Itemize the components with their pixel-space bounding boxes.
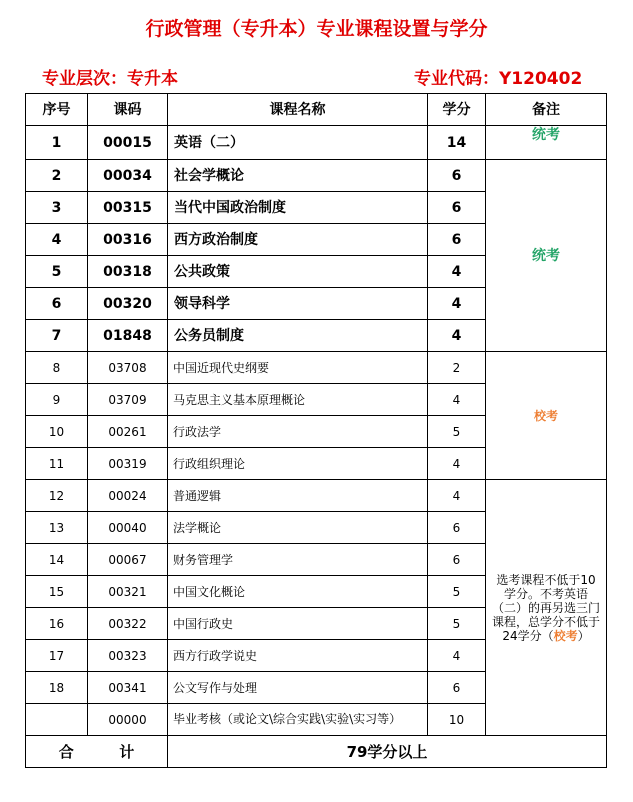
cell-code: 03709: [88, 384, 168, 416]
cell-name: 领导科学: [168, 288, 428, 320]
cell-credit: 4: [428, 288, 486, 320]
cell-credit: 6: [428, 224, 486, 256]
note-elective-end: ）: [577, 628, 590, 643]
cell-credit: 4: [428, 640, 486, 672]
cell-credit: 6: [428, 512, 486, 544]
header-code: 课码: [88, 94, 168, 126]
cell-no: 11: [26, 448, 88, 480]
cell-no: 17: [26, 640, 88, 672]
cell-code: 00024: [88, 480, 168, 512]
cell-name: 社会学概论: [168, 160, 428, 192]
total-label: [26, 736, 168, 768]
cell-code: 00015: [88, 126, 168, 160]
cell-code: 00321: [88, 576, 168, 608]
cell-name: 中国文化概论: [168, 576, 428, 608]
major-code: 专业代码：Y120402: [414, 69, 583, 89]
note-elective: [486, 480, 607, 736]
table-row: [26, 480, 607, 512]
cell-credit: 5: [428, 608, 486, 640]
cell-name: 行政组织理论: [168, 448, 428, 480]
cell-name: 公共政策: [168, 256, 428, 288]
cell-name: 西方政治制度: [168, 224, 428, 256]
total-value: 79学分以上: [168, 736, 607, 768]
cell-credit: 6: [428, 544, 486, 576]
cell-code: 00067: [88, 544, 168, 576]
cell-credit: 5: [428, 576, 486, 608]
cell-name: 公文写作与处理: [168, 672, 428, 704]
note-elective-main: 选考课程不低于10学分。不考英语（二）的再另选三门课程，总学分不低于24学分（: [492, 572, 601, 643]
table-row: [26, 352, 607, 384]
cell-code: 00000: [88, 704, 168, 736]
cell-name: 中国近现代史纲要: [168, 352, 428, 384]
cell-name: 法学概论: [168, 512, 428, 544]
table-row: [26, 126, 607, 160]
cell-credit: 4: [428, 384, 486, 416]
table-row: [26, 160, 607, 192]
page-title: 行政管理（专升本）专业课程设置与学分: [145, 18, 488, 40]
cell-credit: 14: [428, 126, 486, 160]
cell-no: 13: [26, 512, 88, 544]
cell-credit: 6: [428, 192, 486, 224]
cell-no: 5: [26, 256, 88, 288]
course-table: [25, 93, 607, 768]
cell-code: 00316: [88, 224, 168, 256]
cell-name: 英语（二）: [168, 126, 428, 160]
cell-credit: 4: [428, 448, 486, 480]
cell-name: 西方行政学说史: [168, 640, 428, 672]
cell-credit: 4: [428, 256, 486, 288]
header-credit: 学分: [428, 94, 486, 126]
cell-no: 7: [26, 320, 88, 352]
cell-no: 3: [26, 192, 88, 224]
cell-name: 公务员制度: [168, 320, 428, 352]
note-unified-2: 统考: [486, 160, 607, 352]
cell-code: 00319: [88, 448, 168, 480]
header-name: 课程名称: [168, 94, 428, 126]
cell-no: 2: [26, 160, 88, 192]
cell-no: 14: [26, 544, 88, 576]
cell-code: 03708: [88, 352, 168, 384]
cell-credit: 2: [428, 352, 486, 384]
total-label-part-1: 合: [58, 742, 74, 761]
cell-credit: 6: [428, 672, 486, 704]
cell-no: 8: [26, 352, 88, 384]
cell-name: 当代中国政治制度: [168, 192, 428, 224]
major-level: 专业层次：专升本: [42, 69, 178, 89]
note-elective-school: 校考: [553, 628, 578, 643]
cell-no: 10: [26, 416, 88, 448]
cell-code: 00341: [88, 672, 168, 704]
cell-name: 中国行政史: [168, 608, 428, 640]
cell-name: 马克思主义基本原理概论: [168, 384, 428, 416]
cell-no: 15: [26, 576, 88, 608]
cell-code: 00318: [88, 256, 168, 288]
cell-no: 1: [26, 126, 88, 160]
cell-name: 毕业考核（或论文\综合实践\实验\实习等）: [168, 704, 428, 736]
total-label-part-2: 计: [119, 742, 135, 761]
cell-no: 6: [26, 288, 88, 320]
cell-name: 普通逻辑: [168, 480, 428, 512]
cell-credit: 5: [428, 416, 486, 448]
note-unified-1: 统考: [486, 126, 607, 160]
cell-no: 18: [26, 672, 88, 704]
cell-credit: 10: [428, 704, 486, 736]
cell-name: 财务管理学: [168, 544, 428, 576]
cell-no: 4: [26, 224, 88, 256]
header-note: 备注: [486, 94, 607, 126]
cell-code: 00040: [88, 512, 168, 544]
cell-no: 12: [26, 480, 88, 512]
cell-code: 00315: [88, 192, 168, 224]
cell-name: 行政法学: [168, 416, 428, 448]
note-school: 校考: [486, 352, 607, 480]
cell-no: 9: [26, 384, 88, 416]
cell-code: 00323: [88, 640, 168, 672]
cell-code: 00034: [88, 160, 168, 192]
cell-code: 00261: [88, 416, 168, 448]
cell-credit: 4: [428, 320, 486, 352]
total-row: [26, 736, 607, 768]
cell-no: 16: [26, 608, 88, 640]
cell-code: 00322: [88, 608, 168, 640]
cell-code: 00320: [88, 288, 168, 320]
cell-credit: 6: [428, 160, 486, 192]
table-header-row: [26, 94, 607, 126]
cell-credit: 4: [428, 480, 486, 512]
header-no: 序号: [26, 94, 88, 126]
cell-code: 01848: [88, 320, 168, 352]
cell-no: [26, 704, 88, 736]
